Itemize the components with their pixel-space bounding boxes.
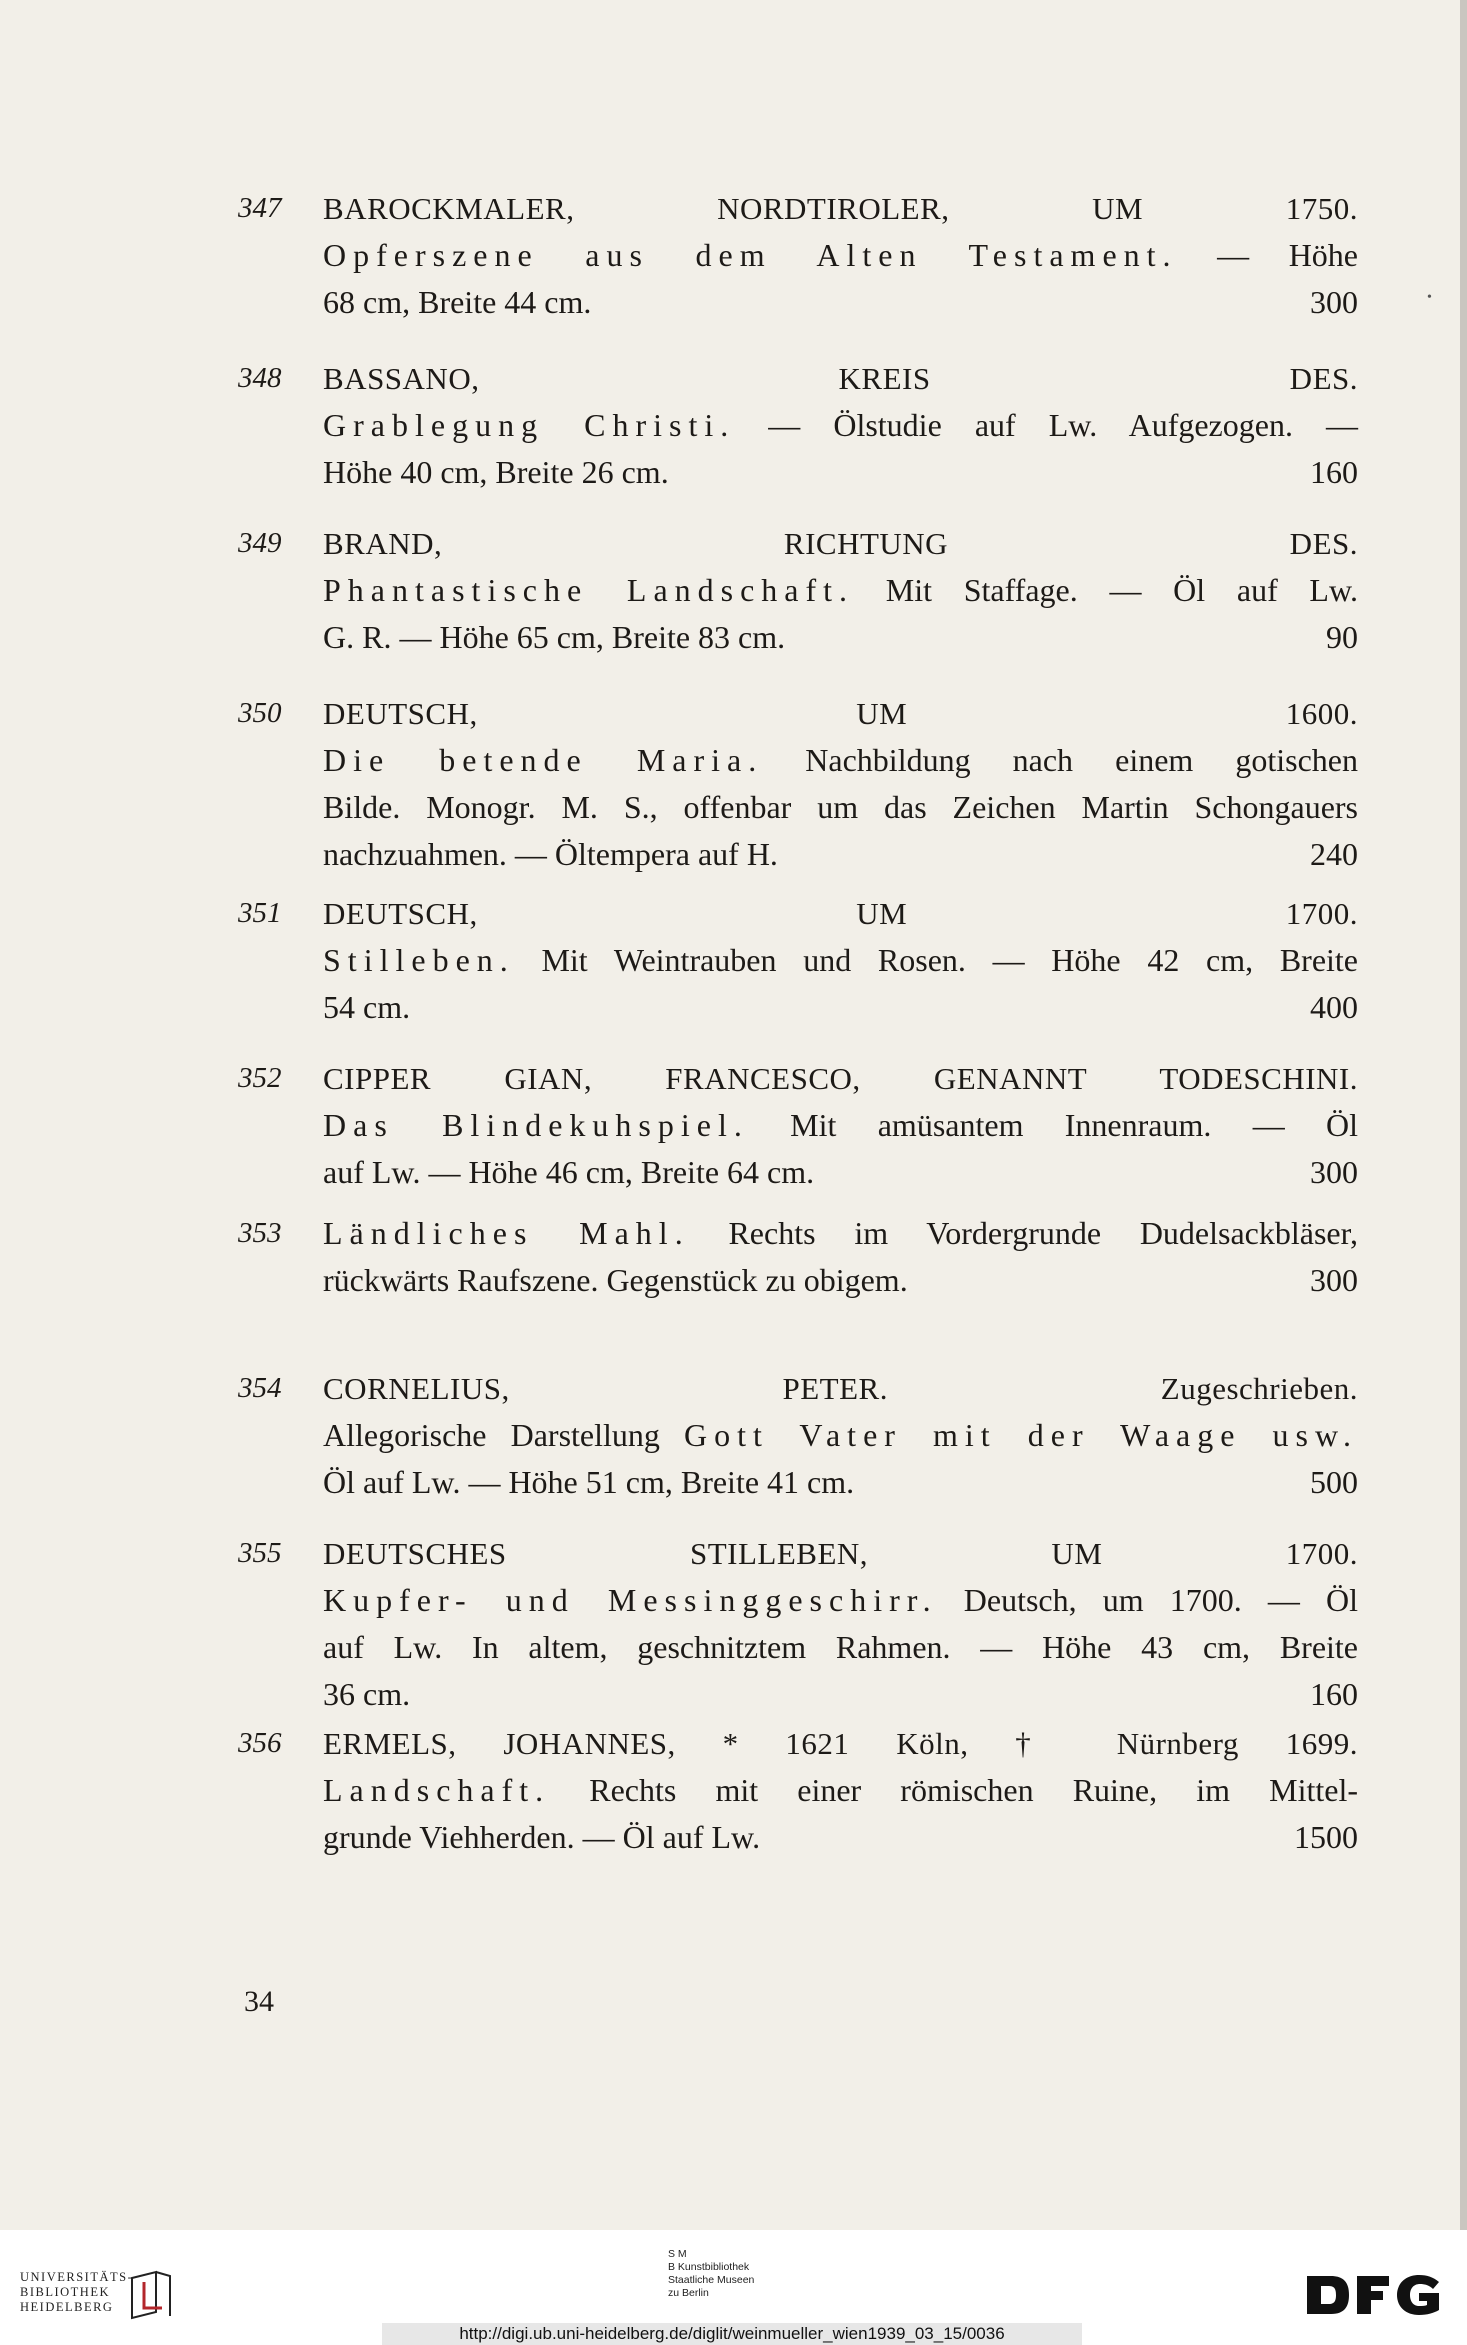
entry-text-line [323,1624,1358,1671]
text-segment: auf Lw. — Höhe 46 cm, Breite 64 cm. [323,1154,815,1190]
lot-number: 348 [238,362,282,394]
entry-heading [323,1055,1358,1102]
entry-heading [323,1720,1358,1767]
entry-heading [323,355,1358,402]
price: 300 [1310,284,1358,320]
lot-number: 354 [238,1372,282,1404]
lot-number: 353 [238,1217,282,1249]
entry-text-line [323,737,1358,784]
entry-text-line [323,1671,1358,1718]
price: 300 [1310,1262,1358,1298]
lot-number: 355 [238,1537,282,1569]
price: 500 [1310,1464,1358,1500]
museum-logo[interactable] [668,2248,754,2300]
text-segment: Deutsch, um 1700. — Öl [937,1582,1359,1618]
entry-heading [323,690,1358,737]
text-segment: nachzuahmen. — Öltempera auf H. [323,836,778,872]
lot-number: 349 [238,527,282,559]
lot-number: 347 [238,192,282,224]
price: 1500 [1294,1819,1358,1855]
text-segment: BAROCKMALER, NORDTIROLER, UM 1750. [323,191,1358,226]
spaced-title: Ländliches Mahl. [323,1215,690,1251]
spaced-title: Phantastische Landschaft. [323,572,855,608]
lot-number: 356 [238,1727,282,1759]
footer [0,2230,1467,2345]
entry-heading [323,1365,1358,1412]
spaced-title: Landschaft. [323,1772,551,1808]
museum-line: B Kunstbibliothek [668,2261,750,2273]
spaced-title: Kupfer- und Messinggeschirr. [323,1582,938,1618]
text-segment: auf Lw. In altem, geschnitztem Rahmen. — Höhe 43 cm, Breite [323,1629,1358,1665]
lot-number: 351 [238,897,282,929]
entry-text-line [323,1102,1358,1149]
text-segment: 68 cm, Breite 44 cm. [323,284,592,320]
text-segment: ERMELS, JOHANNES, * 1621 Köln, † Nürnberg 1699. [323,1726,1358,1761]
text-segment: DEUTSCHES STILLEBEN, UM 1700. [323,1536,1358,1571]
text-segment: 36 cm. [323,1676,411,1712]
entry-text-line [323,614,1358,661]
entry-text-line [323,279,1358,326]
text-segment: CIPPER GIAN, FRANCESCO, GENANNT TODESCHINI. [323,1061,1358,1096]
text-segment: DEUTSCH, UM 1600. [323,696,1358,731]
university-line: UNIVERSITÄTS- [20,2270,134,2284]
price: 300 [1310,1154,1358,1190]
museum-line: zu Berlin [668,2287,709,2299]
price: 160 [1310,454,1358,490]
university-library-logo-text[interactable] [20,2270,133,2315]
entry-text-line [323,831,1358,878]
entry-text-line [323,402,1358,449]
spaced-title: Das Blindekuhspiel. [323,1107,749,1143]
spaced-title: Opferszene aus dem Alten Testament. [323,237,1178,273]
spaced-title: Grablegung Christi. [323,407,736,443]
dfg-logo[interactable] [1305,2270,1445,2320]
text-segment: Öl auf Lw. — Höhe 51 cm, Breite 41 cm. [323,1464,855,1500]
entry-text-line [323,1459,1358,1506]
entry-text-line [323,1577,1358,1624]
text-segment: — Höhe [1177,237,1359,273]
text-segment: G. R. — Höhe 65 cm, Breite 83 cm. [323,619,786,655]
text-segment: — Ölstudie auf Lw. Aufgezogen. — [735,407,1358,443]
entry-heading [323,890,1358,937]
entry-text-line [323,784,1358,831]
entry-text-line [323,232,1358,279]
text-segment: Nachbildung nach einem gotischen [763,742,1359,778]
university-line: HEIDELBERG [20,2300,114,2314]
page-number: 34 [244,1985,274,2018]
text-segment: Bilde. Monogr. M. S., offenbar um das Zeichen Martin Schongauers [323,789,1358,825]
spaced-title: Die betende Maria. [323,742,764,778]
spaced-title: Gott Vater mit der Waage usw. [684,1417,1359,1453]
price: 90 [1326,619,1358,655]
lot-number: 350 [238,697,282,729]
text-segment: Rechts mit einer römischen Ruine, im Mittel- [550,1772,1358,1808]
entry-text-line [323,1814,1358,1861]
price: 160 [1310,1676,1358,1712]
entry-heading [323,520,1358,567]
spaced-title: Stilleben. [323,942,515,978]
entry-text-line [323,1412,1358,1459]
text-segment: Mit Staffage. — Öl auf Lw. [854,572,1359,608]
entry-text-line [323,937,1358,984]
scan-edge [1460,0,1467,2230]
entry-text-line [323,1767,1358,1814]
text-segment: grunde Viehherden. — Öl auf Lw. [323,1819,761,1855]
museum-line: Staatliche Museen [668,2274,755,2286]
university-library-logo-icon[interactable] [126,2268,176,2320]
university-line: BIBLIOTHEK [20,2285,110,2299]
lot-number: 352 [238,1062,282,1094]
text-segment: CORNELIUS, PETER. Zugeschrieben. [323,1371,1358,1406]
entry-heading [323,1530,1358,1577]
entry-heading [323,185,1358,232]
text-segment: Rechts im Vordergrunde Dudelsackbläser, [689,1215,1359,1251]
text-segment: 54 cm. [323,989,411,1025]
text-segment: BASSANO, KREIS DES. [323,361,1358,396]
text-segment: Höhe 40 cm, Breite 26 cm. [323,454,669,490]
price: 240 [1310,836,1358,872]
source-url[interactable]: http://digi.ub.uni-heidelberg.de/diglit/weinmueller_wien1939_03_15/0036 [382,2323,1082,2345]
text-segment: Mit amüsantem Innenraum. — Öl [748,1107,1359,1143]
scan-mark: • [1427,290,1432,305]
text-segment: rückwärts Raufszene. Gegenstück zu obigem. [323,1262,908,1298]
text-segment: Mit Weintrauben und Rosen. — Höhe 42 cm, Breite [514,942,1358,978]
entry-text-line [323,567,1358,614]
text-segment: DEUTSCH, UM 1700. [323,896,1358,931]
entry-text-line [323,1210,1358,1257]
entry-text-line [323,984,1358,1031]
text-segment: Allegorische Darstellung [323,1417,684,1453]
entry-text-line [323,449,1358,496]
text-segment: BRAND, RICHTUNG DES. [323,526,1358,561]
entry-text-line [323,1149,1358,1196]
museum-line: S M [668,2248,687,2260]
price: 400 [1310,989,1358,1025]
entry-text-line [323,1257,1358,1304]
